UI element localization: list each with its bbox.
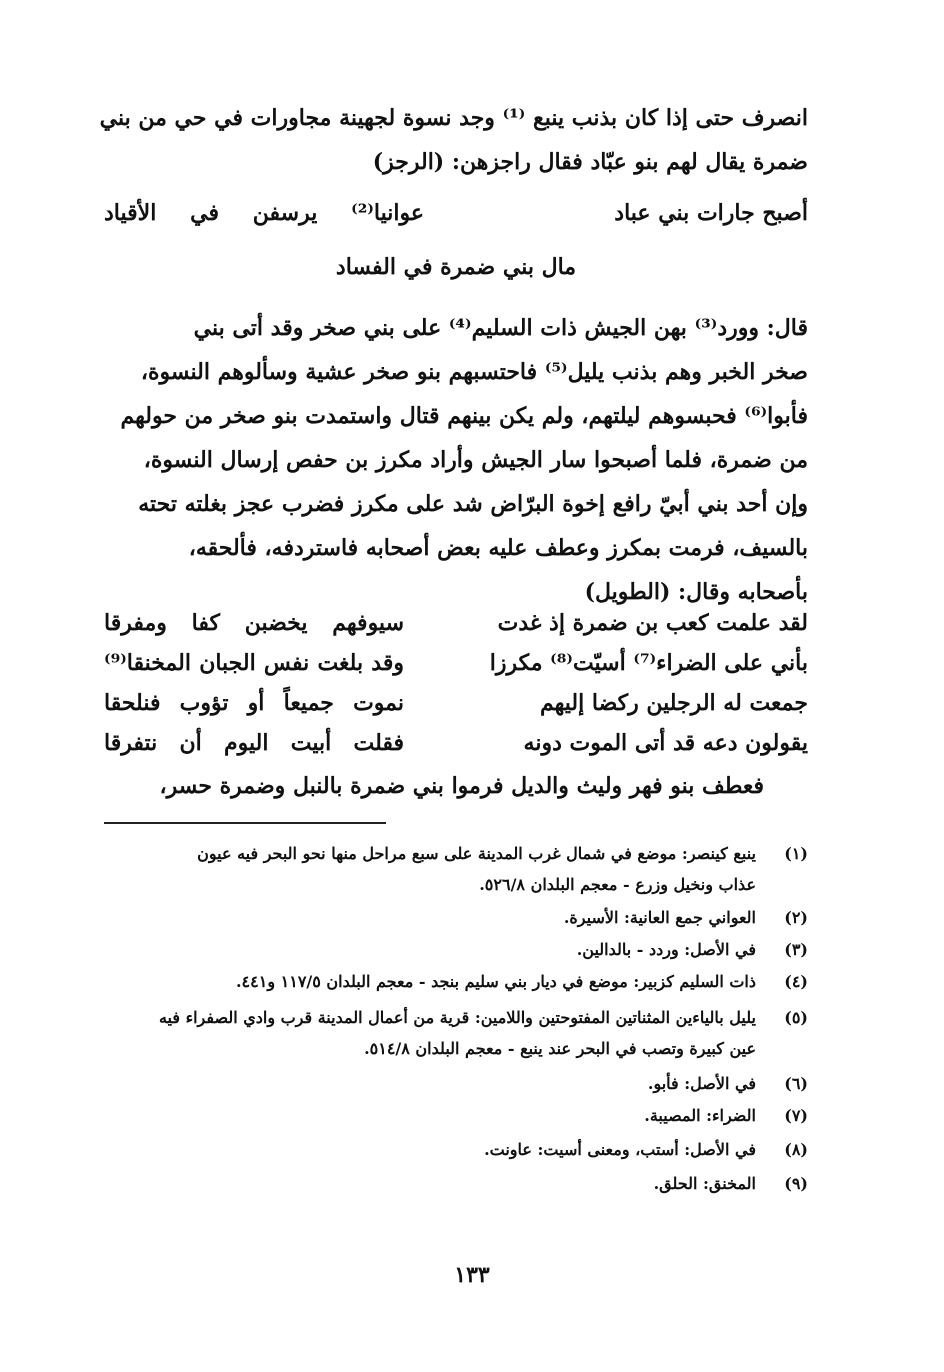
footnote-7 <box>104 1100 808 1131</box>
footnote-text: في الأصل: فأبو. <box>647 1074 756 1093</box>
footnote-number: (١) <box>784 844 808 863</box>
footnote-9 <box>104 1168 808 1199</box>
rajaz-center-line: مال بني ضمرة في الفساد <box>335 254 577 280</box>
narrative-line: من ضمرة، فلما أصبحوا سار الجيش وأراد مكرز بن حفص إرسال النسوة، <box>143 447 808 473</box>
narrative-line: وإن أحد بني أبيّ رافع إخوة البرّاض شد على مكرز فضرب عجز بغلته تحته <box>138 491 808 517</box>
rajaz-left-hemistich: عوانيا⁽²⁾ يرسفن في الأقياد <box>104 200 424 226</box>
verse-4-right: يقولون دعه قد أتى الموت دونه <box>523 730 808 756</box>
footnote-number: (٤) <box>784 972 808 991</box>
footnote-text: في الأصل: وردد - بالدالين. <box>576 940 756 959</box>
footnote-text: عذاب ونخيل وزرع - معجم البلدان ٥٢٦/٨. <box>479 875 756 894</box>
footnote-number: (٧) <box>784 1106 808 1125</box>
narrative-line: بأصحابه وقال: (الطويل) <box>584 579 808 605</box>
footnote-1 <box>104 838 808 900</box>
verse-1-left: سيوفهم يخضبن كفا ومفرقا <box>104 610 404 636</box>
footnote-text: الضراء: المصيبة. <box>644 1106 756 1125</box>
verse-3-left: نموت جميعاً أو تؤوب فنلحقا <box>104 690 404 716</box>
footnote-divider <box>104 822 386 824</box>
footnote-number: (٨) <box>784 1140 808 1159</box>
footnote-8 <box>104 1134 808 1165</box>
footnote-number: (٩) <box>784 1174 808 1193</box>
intro-paragraph <box>99 96 808 184</box>
narrative-line: صخر الخبر وهم بذنب يليل⁽⁵⁾ فاحتسبهم بنو صخر عشية وسألوهم النسوة، <box>140 359 808 385</box>
verse-2-left: وقد بلغت نفس الجبان المخنقا⁽⁹⁾ <box>104 650 404 676</box>
footnote-text: ينبع كينصر: موضع في شمال غرب المدينة على سبع مراحل منها نحو البحر فيه عيون <box>197 844 756 863</box>
verse-1-right: لقد علمت كعب بن ضمرة إذ غدت <box>497 610 808 636</box>
footnote-text: يليل بالياءين المثناتين المفتوحتين واللامين: قرية من أعمال المدينة قرب وادي الصفراء فيه <box>158 1008 756 1027</box>
footnote-3 <box>104 934 808 965</box>
footnote-4 <box>104 966 808 997</box>
footnote-text: عين كبيرة وتصب في البحر عند ينبع - معجم البلدان ٥١٤/٨. <box>364 1039 756 1058</box>
verse-2-right: بأني على الضراء⁽⁷⁾ أسيّت⁽⁸⁾ مكرزا <box>489 650 808 676</box>
footnote-6 <box>104 1068 808 1099</box>
footnote-text: في الأصل: أستب، ومعنى أسيت: عاونت. <box>484 1140 756 1159</box>
rajaz-right-hemistich: أصبح جارات بني عباد <box>614 200 808 226</box>
narrative-paragraph <box>104 306 808 614</box>
footnote-number: (٢) <box>784 908 808 927</box>
footnote-2 <box>104 902 808 933</box>
footnote-5 <box>104 1002 808 1064</box>
verse-4-left: فقلت أبيت اليوم أن نتفرقا <box>104 730 404 756</box>
footnote-number: (٣) <box>784 940 808 959</box>
footnote-text: المخنق: الحلق. <box>653 1174 756 1193</box>
narrative-line: فأبوا⁽⁶⁾ فحبسوهم ليلتهم، ولم يكن بينهم قتال واستمدت بنو صخر من حولهم <box>120 403 808 429</box>
footnote-number: (٥) <box>784 1008 808 1027</box>
narrative-line: بالسيف، فرمت بمكرز وعطف عليه بعض أصحابه فاستردفه، فألحقه، <box>188 535 808 561</box>
footnote-text: العواني جمع العانية: الأسيرة. <box>563 908 756 927</box>
intro-line-1: انصرف حتى إذا كان بذنب ينبع ⁽¹⁾ وجد نسوة لجهينة مجاورات في حي من بني <box>99 105 808 131</box>
intro-line-2: ضمرة يقال لهم بنو عبّاد فقال راجزهن: (الرجز) <box>372 149 808 175</box>
footnote-number: (٦) <box>784 1074 808 1093</box>
closing-text: فعطف بنو فهر وليث والديل فرموا بني ضمرة بالنبل وضمرة حسر، <box>159 773 764 799</box>
page-number: ١٣٣ <box>454 1262 490 1288</box>
closing-line <box>104 764 764 808</box>
narrative-line: قال: وورد⁽³⁾ بهن الجيش ذات السليم⁽⁴⁾ على بني صخر وقد أتى بني <box>193 315 808 341</box>
footnote-text: ذات السليم كزبير: موضع في ديار بني سليم بنجد - معجم البلدان ١١٧/٥ و٤٤١. <box>235 972 756 991</box>
verse-3-right: جمعت له الرجلين ركضا إليهم <box>539 690 808 716</box>
